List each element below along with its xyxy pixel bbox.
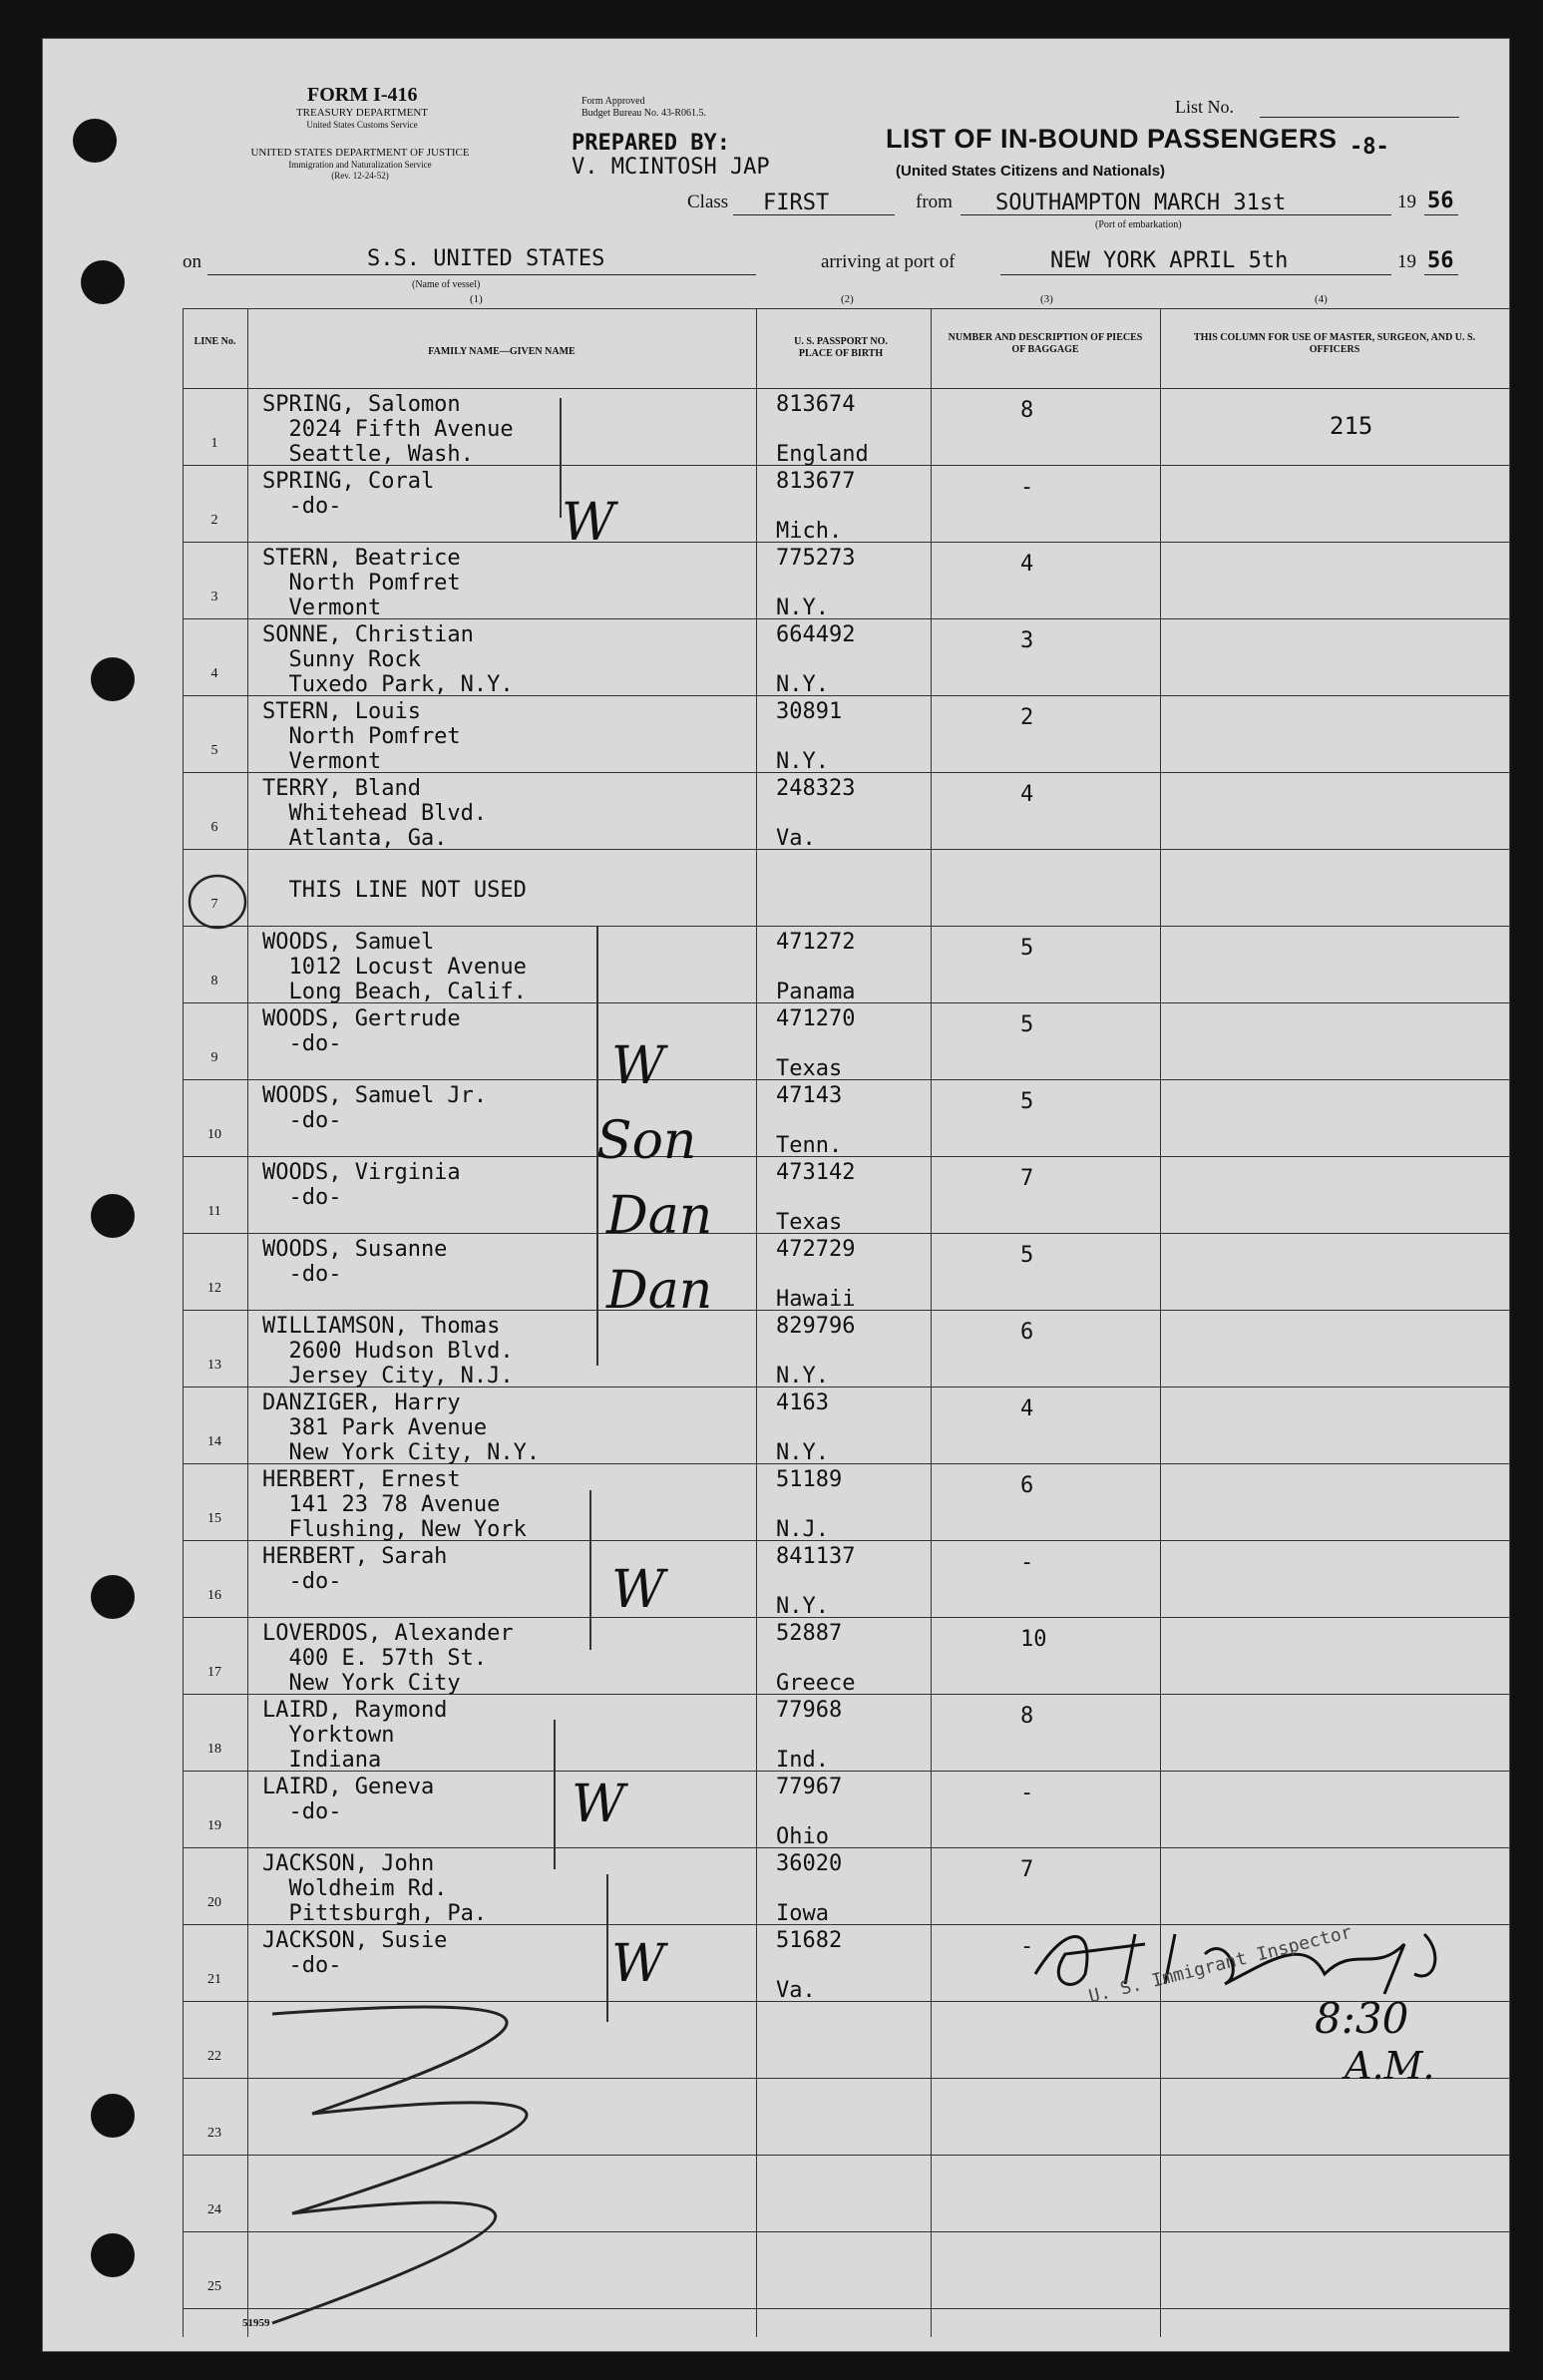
passport-number: 30891 bbox=[776, 699, 843, 724]
col-mark-4: (4) bbox=[1315, 293, 1328, 305]
passenger-name: STERN, Louis North Pomfret Vermont bbox=[262, 699, 461, 774]
baggage-count: - bbox=[1020, 1781, 1034, 1805]
passenger-name: LAIRD, Raymond Yorktown Indiana bbox=[262, 1698, 448, 1773]
line-number: 18 bbox=[207, 1742, 221, 1757]
line-number: 7 bbox=[210, 897, 218, 912]
arriving-label: arriving at port of bbox=[821, 251, 956, 272]
line-number: 20 bbox=[207, 1895, 221, 1910]
baggage-count: 8 bbox=[1020, 398, 1034, 423]
passport-number: 775273 bbox=[776, 546, 856, 571]
list-title: LIST OF IN-BOUND PASSENGERS bbox=[886, 124, 1338, 154]
line-number: 23 bbox=[207, 2126, 221, 2141]
passenger-name: THIS LINE NOT USED bbox=[288, 878, 527, 903]
passenger-name: HERBERT, Sarah -do- bbox=[262, 1544, 448, 1594]
line-number: 15 bbox=[207, 1511, 221, 1526]
baggage-count: - bbox=[1020, 1934, 1034, 1959]
line-number: 19 bbox=[207, 1818, 221, 1833]
year-1: 56 bbox=[1427, 189, 1454, 213]
from-value: SOUTHAMPTON MARCH 31st bbox=[995, 191, 1287, 215]
handwritten-w: W bbox=[572, 1775, 625, 1834]
place-of-birth: N.J. bbox=[776, 1517, 829, 1542]
passport-number: 47143 bbox=[776, 1083, 843, 1108]
baggage-count: 10 bbox=[1020, 1627, 1047, 1652]
list-subtitle: (United States Citizens and Nationals) bbox=[896, 163, 1166, 180]
baggage-count: 4 bbox=[1020, 552, 1034, 577]
passport-number: 841137 bbox=[776, 1544, 856, 1569]
passenger-name: HERBERT, Ernest 141 23 78 Avenue Flushing, New York bbox=[262, 1467, 527, 1542]
place-of-birth: Hawaii bbox=[776, 1287, 856, 1312]
revision-date: (Rev. 12-24-52) bbox=[331, 171, 389, 181]
place-of-birth: Iowa bbox=[776, 1901, 829, 1926]
col-mark-1: (1) bbox=[470, 293, 483, 305]
handwritten-w: W bbox=[562, 493, 615, 553]
line-number: 9 bbox=[210, 1050, 218, 1065]
passport-number: 51682 bbox=[776, 1928, 843, 1953]
place-of-birth: N.Y. bbox=[776, 749, 829, 774]
baggage-count: 7 bbox=[1020, 1166, 1034, 1191]
punch-hole bbox=[91, 657, 135, 701]
baggage-count: 2 bbox=[1020, 705, 1034, 730]
arrival-value: NEW YORK APRIL 5th bbox=[1050, 248, 1289, 273]
punch-hole bbox=[91, 2094, 135, 2138]
place-of-birth: N.Y. bbox=[776, 1364, 829, 1388]
budget-bureau: Budget Bureau No. 43-R061.5. bbox=[581, 108, 706, 119]
handwritten-dan: Dan bbox=[606, 1261, 713, 1321]
passenger-name: WOODS, Samuel Jr. -do- bbox=[262, 1083, 488, 1133]
page-number: -8- bbox=[1350, 135, 1389, 160]
line-number: 12 bbox=[207, 1281, 221, 1296]
line-number: 25 bbox=[207, 2279, 221, 2294]
passenger-name: WOODS, Virginia -do- bbox=[262, 1160, 461, 1210]
passport-number: 813674 bbox=[776, 392, 856, 417]
passenger-name: WOODS, Samuel 1012 Locust Avenue Long Beach, Calif. bbox=[262, 930, 527, 1004]
line-number: 4 bbox=[210, 666, 218, 681]
punch-hole bbox=[73, 119, 117, 163]
place-of-birth: Mich. bbox=[776, 519, 843, 544]
passport-number: 664492 bbox=[776, 622, 856, 647]
form-number: FORM I-416 bbox=[307, 84, 418, 106]
vessel-name: S.S. UNITED STATES bbox=[367, 246, 605, 271]
customs-service: United States Customs Service bbox=[306, 120, 418, 130]
baggage-count: - bbox=[1020, 475, 1034, 500]
place-of-birth: Tenn. bbox=[776, 1133, 843, 1158]
baggage-count: 4 bbox=[1020, 1396, 1034, 1421]
line-number: 1 bbox=[210, 436, 218, 451]
prepared-by-value: V. MCINTOSH JAP bbox=[572, 155, 770, 180]
passenger-name: JACKSON, Susie -do- bbox=[262, 1928, 448, 1978]
passenger-name: SPRING, Coral -do- bbox=[262, 469, 435, 519]
place-of-birth: N.Y. bbox=[776, 595, 829, 620]
handwritten-w: W bbox=[611, 1036, 665, 1096]
baggage-count: 6 bbox=[1020, 1473, 1034, 1498]
passenger-name: DANZIGER, Harry 381 Park Avenue New York City, N.Y. bbox=[262, 1390, 541, 1465]
punch-hole bbox=[91, 1575, 135, 1619]
place-of-birth: Panama bbox=[776, 980, 856, 1004]
passenger-name: LOVERDOS, Alexander 400 E. 57th St. New York City bbox=[262, 1621, 514, 1696]
on-label: on bbox=[183, 251, 201, 272]
place-of-birth: N.Y. bbox=[776, 1440, 829, 1465]
place-of-birth: N.Y. bbox=[776, 1594, 829, 1619]
line-number: 16 bbox=[207, 1588, 221, 1603]
passenger-name: SONNE, Christian Sunny Rock Tuxedo Park, N.Y. bbox=[262, 622, 514, 697]
passenger-name: WOODS, Susanne -do- bbox=[262, 1237, 448, 1287]
passenger-name: TERRY, Bland Whitehead Blvd. Atlanta, Ga. bbox=[262, 776, 488, 851]
passport-number: 4163 bbox=[776, 1390, 829, 1415]
year-prefix-1: 19 bbox=[1397, 192, 1416, 212]
handwritten-w: W bbox=[611, 1560, 665, 1620]
baggage-count: 5 bbox=[1020, 1089, 1034, 1114]
col-header-baggage: NUMBER AND DESCRIPTION OF PIECES OF BAGGAGE bbox=[948, 332, 1143, 355]
line-number: 8 bbox=[210, 974, 218, 989]
passenger-name: JACKSON, John Woldheim Rd. Pittsburgh, Pa. bbox=[262, 1851, 488, 1926]
form-code: 51959 bbox=[242, 2317, 270, 2329]
handwritten-son: Son bbox=[596, 1111, 697, 1171]
baggage-count: - bbox=[1020, 1550, 1034, 1575]
passport-number: 471270 bbox=[776, 1006, 856, 1031]
passport-number: 51189 bbox=[776, 1467, 843, 1492]
justice-dept: UNITED STATES DEPARTMENT OF JUSTICE bbox=[250, 147, 470, 159]
year-2: 56 bbox=[1427, 248, 1454, 273]
place-of-birth: Greece bbox=[776, 1671, 856, 1696]
list-no-label: List No. bbox=[1175, 97, 1235, 117]
place-of-birth: Ohio bbox=[776, 1824, 829, 1849]
year-prefix-2: 19 bbox=[1397, 251, 1416, 272]
port-embark-note: (Port of embarkation) bbox=[1095, 219, 1182, 230]
inspector-stamp: U. S. Immigrant Inspector bbox=[1086, 1921, 1354, 2008]
baggage-count: 5 bbox=[1020, 936, 1034, 961]
passport-number: 829796 bbox=[776, 1314, 856, 1339]
baggage-count: 5 bbox=[1020, 1012, 1034, 1037]
passport-number: 471272 bbox=[776, 930, 856, 955]
ins-service: Immigration and Naturalization Service bbox=[288, 160, 432, 170]
line-number: 14 bbox=[207, 1434, 221, 1449]
place-of-birth: Texas bbox=[776, 1210, 843, 1235]
circle-mark bbox=[183, 867, 252, 937]
passenger-name: SPRING, Salomon 2024 Fifth Avenue Seattle, Wash. bbox=[262, 392, 514, 467]
line-number: 6 bbox=[210, 820, 218, 835]
vessel-note: (Name of vessel) bbox=[412, 279, 481, 290]
officer-note: 215 bbox=[1330, 412, 1373, 440]
line-number: 13 bbox=[207, 1358, 221, 1373]
line-number: 3 bbox=[210, 590, 218, 604]
col-mark-3: (3) bbox=[1040, 293, 1053, 305]
place-of-birth: Va. bbox=[776, 826, 816, 851]
passenger-name: WOODS, Gertrude -do- bbox=[262, 1006, 461, 1056]
passport-number: 248323 bbox=[776, 776, 856, 801]
place-of-birth: Texas bbox=[776, 1056, 843, 1081]
form-approved: Form Approved bbox=[581, 96, 645, 107]
treasury-dept: TREASURY DEPARTMENT bbox=[295, 107, 429, 119]
prepared-by-label: PREPARED BY: bbox=[572, 131, 730, 156]
line-number: 22 bbox=[207, 2049, 221, 2064]
baggage-count: 7 bbox=[1020, 1857, 1034, 1882]
baggage-count: 6 bbox=[1020, 1320, 1034, 1345]
from-label: from bbox=[916, 192, 953, 212]
passport-number: 36020 bbox=[776, 1851, 843, 1876]
passport-number: 77967 bbox=[776, 1775, 843, 1799]
baggage-count: 8 bbox=[1020, 1704, 1034, 1729]
line-number: 11 bbox=[207, 1204, 221, 1219]
passport-number: 77968 bbox=[776, 1698, 843, 1723]
passenger-name: LAIRD, Geneva -do- bbox=[262, 1775, 435, 1824]
line-number: 24 bbox=[207, 2202, 221, 2217]
col-header-officers: THIS COLUMN FOR USE OF MASTER, SURGEON, AND U. S. OFFICERS bbox=[1193, 332, 1476, 355]
passport-number: 472729 bbox=[776, 1237, 856, 1262]
baggage-count: 4 bbox=[1020, 782, 1034, 807]
col-mark-2: (2) bbox=[841, 293, 854, 305]
place-of-birth: Va. bbox=[776, 1978, 816, 2003]
handwritten-dan: Dan bbox=[606, 1186, 713, 1246]
col-header-line-no: LINE No. bbox=[193, 336, 236, 347]
line-number: 10 bbox=[207, 1127, 221, 1142]
place-of-birth: Ind. bbox=[776, 1748, 829, 1773]
line-number: 5 bbox=[210, 743, 218, 758]
place-of-birth: N.Y. bbox=[776, 672, 829, 697]
place-of-birth: England bbox=[776, 442, 869, 467]
baggage-count: 3 bbox=[1020, 628, 1034, 653]
punch-hole bbox=[91, 2233, 135, 2277]
baggage-count: 5 bbox=[1020, 1243, 1034, 1268]
handwritten-time: 8:30 bbox=[1315, 1994, 1409, 2043]
punch-hole bbox=[91, 1194, 135, 1238]
class-value: FIRST bbox=[763, 191, 830, 215]
line-number: 2 bbox=[210, 513, 218, 528]
handwritten-am: A.M. bbox=[1345, 2044, 1435, 2088]
col-header-name: FAMILY NAME—GIVEN NAME bbox=[428, 346, 576, 357]
unused-lines-strike bbox=[252, 1974, 751, 2343]
passport-number: 813677 bbox=[776, 469, 856, 494]
passport-number: 473142 bbox=[776, 1160, 856, 1185]
passenger-name: WILLIAMSON, Thomas 2600 Hudson Blvd. Jersey City, N.J. bbox=[262, 1314, 514, 1388]
form-sheet bbox=[42, 38, 1510, 2352]
passenger-name: STERN, Beatrice North Pomfret Vermont bbox=[262, 546, 461, 620]
line-number: 21 bbox=[207, 1972, 221, 1987]
line-number: 17 bbox=[207, 1665, 221, 1680]
class-label: Class bbox=[687, 192, 729, 212]
col-header-passport: U. S. PASSPORT NO. PLACE OF BIRTH bbox=[794, 336, 888, 359]
punch-hole bbox=[81, 260, 125, 304]
passport-number: 52887 bbox=[776, 1621, 843, 1646]
handwritten-w: W bbox=[611, 1934, 665, 1994]
